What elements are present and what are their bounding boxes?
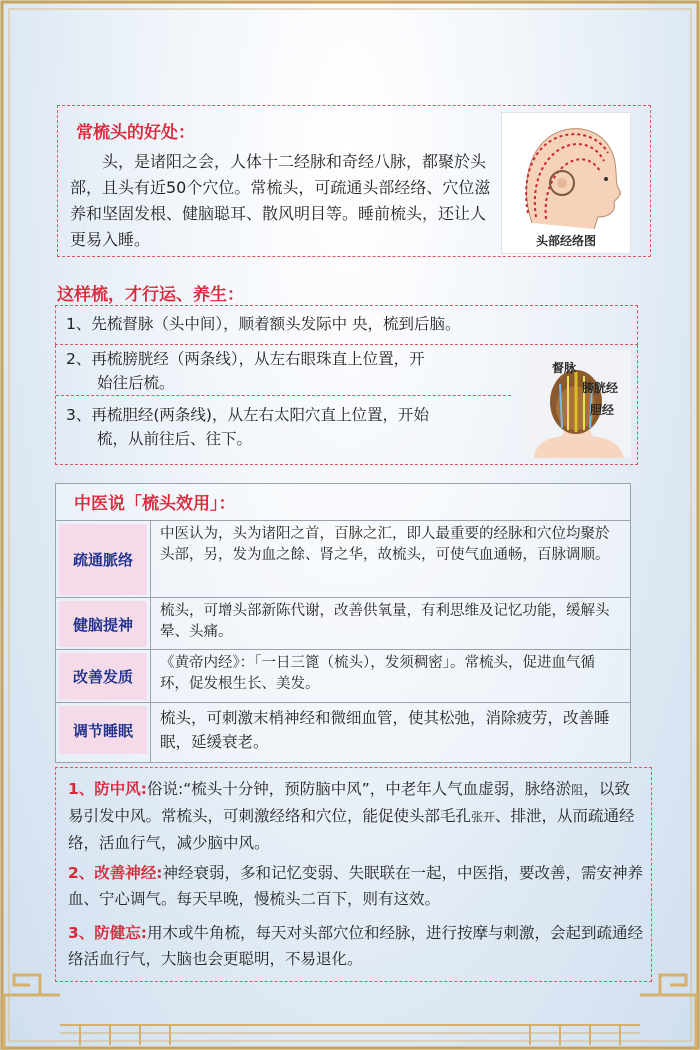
item-text: 用木或牛角梳，每天对头部穴位和经脉，进行按摩与刺激，会起到疏通经络活血行气，大脑也会更聪明，不易退化。 [68, 924, 644, 968]
item-small-text: 阻 [571, 783, 584, 797]
combing-method-title: 这样梳，才行运、养生： [57, 285, 244, 305]
step-3-line2: 梳，从前往后、往下。 [97, 430, 253, 448]
step-divider [56, 395, 511, 396]
head-meridian-diagram [501, 112, 631, 254]
table-row [56, 597, 630, 650]
benefits-paragraph: 头，是诸阳之会，人体十二经脉和奇经八脉，都聚於头部，且头有近50个穴位。常梳头，可疏通头部经络、穴位滋养和坚固发根、健脑聪耳、散风明目等。睡前梳头，还让人更易入睡。 [70, 152, 491, 249]
back-of-head-image [526, 350, 631, 458]
item-text: 俗说:“梳头十分钟，预防脑中风”，中老年人气血虚弱，脉络淤 [147, 780, 572, 798]
table-header: 中医说「梳头效用」： [74, 494, 236, 514]
head-profile-illustration [502, 113, 630, 231]
row-text: 《黄帝内经》：「一日三篦（梳头），发须稠密」。常梳头，促进血气循环，促发根生长、美发。 [160, 655, 595, 692]
gallbladder-meridian-label: 胆经 [590, 403, 615, 417]
row-label: 健脑提神 [59, 601, 147, 647]
diagram-caption: 头部经络图 [535, 234, 596, 248]
table-row [56, 702, 630, 763]
item-title: 改善神经: [94, 864, 163, 882]
row-text: 中医认为，头为诸阳之首，百脉之汇，即人最重要的经脉和穴位均聚於头部，另，发为血之餘、肾之华，故梳头，可使气血通畅，百脉调顺。 [160, 526, 610, 563]
step-3-line1: 3、再梳胆经(两条线)，从左右太阳穴直上位置，开始 [66, 406, 429, 424]
benefits-title: 常梳头的好处： [76, 123, 195, 143]
du-meridian-label: 督脉 [552, 361, 577, 375]
step-2-line1: 2、再梳膀胱经（两条线），从左右眼珠直上位置，开 [66, 350, 425, 368]
step-2-line2: 始往后梳。 [97, 374, 175, 392]
item-title: 防健忘: [94, 924, 147, 942]
item-number: 3、 [68, 924, 95, 942]
decorative-border-pattern [0, 955, 700, 1050]
column-divider [150, 650, 151, 703]
prevention-section [55, 767, 652, 982]
item-title: 防中风: [94, 780, 147, 798]
item-small-text: 张开 [471, 810, 496, 824]
row-label: 疏通脈络 [59, 524, 147, 595]
row-text: 梳头，可增头部新陈代谢，改善供氧量，有利思维及记忆功能，缓解头晕、头痛。 [160, 603, 610, 640]
column-divider [150, 598, 151, 650]
step-2 [66, 347, 506, 395]
step-3 [66, 403, 506, 451]
column-divider [150, 521, 151, 598]
item-number: 1、 [68, 780, 95, 798]
table-row [56, 649, 630, 703]
item-text: 神经衰弱，多和记忆变弱、失眠联在一起，中医指，要改善，需安神养血、宁心调气。每天早晚，慢梳头二百下，则有这效。 [68, 864, 644, 908]
benefits-section [57, 105, 651, 257]
prevention-item-stroke [68, 776, 643, 856]
steps-2-3 [55, 345, 638, 465]
step-1-text: 1、先梳督脉（头中间），顺着额头发际中 央，梳到后脑。 [66, 315, 461, 333]
row-label: 调节睡眠 [59, 706, 147, 754]
tcm-effects-table [55, 483, 631, 763]
bladder-meridian-label: 膀胱经 [582, 381, 619, 395]
column-divider [150, 703, 151, 763]
row-text: 梳头，可刺激末梢神经和微细血管，使其松弛，消除疲劳，改善睡眠，延缓衰老。 [160, 709, 610, 751]
item-text: 、排泄，从而疏通经络，活血行气，减少脑中风。 [68, 807, 635, 852]
item-text: ，以致易引发中风。常梳头，可刺激经络和穴位，能促使头部毛孔 [68, 780, 630, 825]
step-1 [55, 305, 638, 345]
table-row [56, 520, 630, 598]
row-label: 改善发质 [59, 653, 147, 700]
item-number: 2、 [68, 864, 95, 882]
prevention-item-nerves [68, 860, 643, 912]
back-head-illustration [526, 350, 631, 458]
